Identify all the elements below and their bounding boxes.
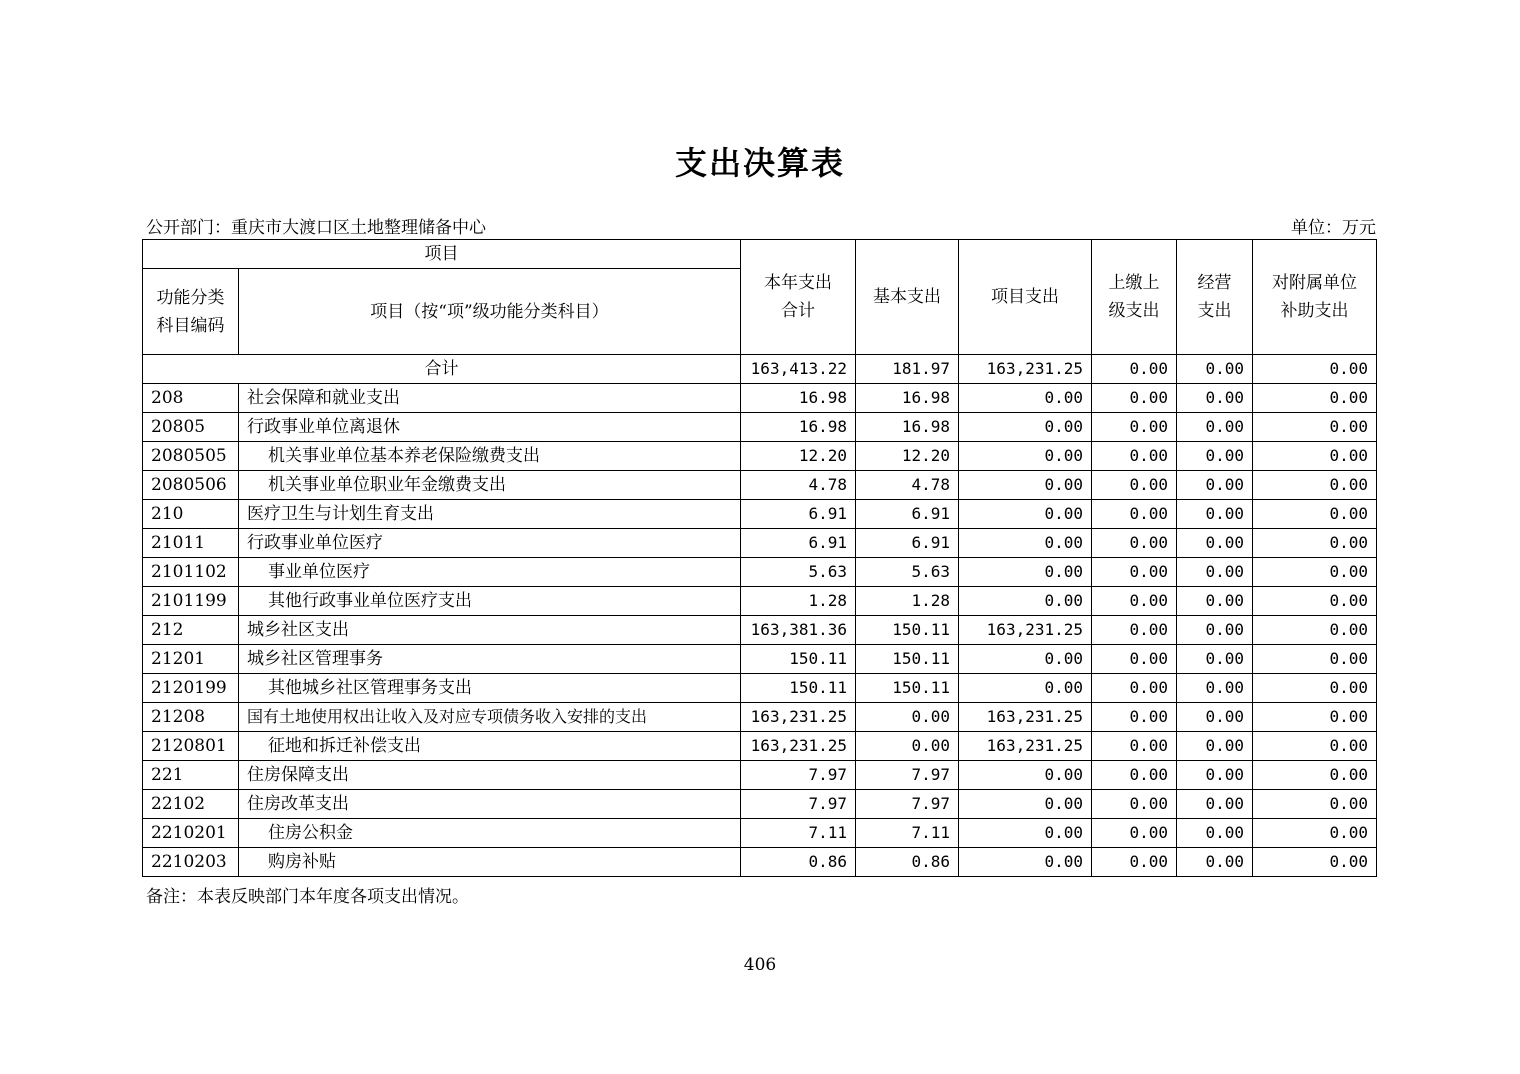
row-subsidy: 0.00 (1253, 848, 1377, 877)
row-subsidy: 0.00 (1253, 645, 1377, 674)
row-name: 社会保障和就业支出 (239, 384, 741, 413)
row-total: 163,231.25 (741, 732, 856, 761)
row-code: 2080505 (143, 442, 239, 471)
table-row (143, 558, 1377, 587)
row-business: 0.00 (1177, 674, 1253, 703)
table-row (143, 471, 1377, 500)
row-project: 0.00 (959, 790, 1092, 819)
row-basic: 16.98 (856, 384, 959, 413)
row-subsidy: 0.00 (1253, 703, 1377, 732)
header-basic: 基本支出 (856, 240, 959, 355)
row-basic: 6.91 (856, 529, 959, 558)
row-basic: 0.00 (856, 732, 959, 761)
unit-label: 单位：万元 (1291, 218, 1376, 238)
row-business: 0.00 (1177, 529, 1253, 558)
row-code: 2120199 (143, 674, 239, 703)
row-code: 208 (143, 384, 239, 413)
row-basic: 0.00 (856, 703, 959, 732)
row-basic: 16.98 (856, 413, 959, 442)
table-note: 备注：本表反映部门本年度各项支出情况。 (146, 887, 469, 907)
row-project: 0.00 (959, 384, 1092, 413)
row-upper: 0.00 (1092, 558, 1177, 587)
row-total: 12.20 (741, 442, 856, 471)
header-code (143, 269, 239, 355)
row-total: 7.11 (741, 819, 856, 848)
row-name: 住房公积金 (239, 819, 741, 848)
row-total: 4.78 (741, 471, 856, 500)
row-subsidy: 0.00 (1253, 413, 1377, 442)
row-project: 0.00 (959, 442, 1092, 471)
header-item-group: 项目 (143, 240, 741, 269)
row-project: 0.00 (959, 674, 1092, 703)
row-upper: 0.00 (1092, 529, 1177, 558)
row-project: 0.00 (959, 413, 1092, 442)
table-row (143, 413, 1377, 442)
table-row (143, 384, 1377, 413)
header-subsidy (1253, 240, 1377, 355)
row-project: 0.00 (959, 645, 1092, 674)
row-total: 150.11 (741, 645, 856, 674)
row-name: 其他城乡社区管理事务支出 (239, 674, 741, 703)
row-name: 机关事业单位基本养老保险缴费支出 (239, 442, 741, 471)
row-code: 2210201 (143, 819, 239, 848)
row-total: 16.98 (741, 384, 856, 413)
row-upper: 0.00 (1092, 471, 1177, 500)
header-code-line2: 科目编码 (156, 315, 225, 336)
row-code: 2210203 (143, 848, 239, 877)
row-name: 行政事业单位离退休 (239, 413, 741, 442)
row-total: 6.91 (741, 500, 856, 529)
header-subsidy-line2: 补助支出 (1280, 301, 1349, 321)
row-project: 0.00 (959, 587, 1092, 616)
row-project: 0.00 (959, 529, 1092, 558)
table-row (143, 790, 1377, 819)
row-project: 163,231.25 (959, 732, 1092, 761)
table-row (143, 616, 1377, 645)
row-total: 7.97 (741, 761, 856, 790)
row-project: 0.00 (959, 761, 1092, 790)
row-upper: 0.00 (1092, 616, 1177, 645)
row-upper: 0.00 (1092, 587, 1177, 616)
row-basic: 0.86 (856, 848, 959, 877)
row-subsidy: 0.00 (1253, 732, 1377, 761)
row-basic: 150.11 (856, 616, 959, 645)
row-basic: 1.28 (856, 587, 959, 616)
row-code: 21201 (143, 645, 239, 674)
row-subsidy: 0.00 (1253, 587, 1377, 616)
row-subsidy: 0.00 (1253, 616, 1377, 645)
row-total: 7.97 (741, 790, 856, 819)
row-basic: 150.11 (856, 674, 959, 703)
row-upper: 0.00 (1092, 732, 1177, 761)
total-basic: 181.97 (856, 355, 959, 384)
row-basic: 12.20 (856, 442, 959, 471)
row-total: 150.11 (741, 674, 856, 703)
row-project: 0.00 (959, 558, 1092, 587)
header-upper-line1: 上缴上 (1108, 273, 1160, 293)
row-business: 0.00 (1177, 500, 1253, 529)
header-total-line2: 合计 (781, 301, 815, 321)
row-upper: 0.00 (1092, 761, 1177, 790)
row-business: 0.00 (1177, 848, 1253, 877)
row-name: 其他行政事业单位医疗支出 (239, 587, 741, 616)
row-subsidy: 0.00 (1253, 819, 1377, 848)
row-business: 0.00 (1177, 384, 1253, 413)
row-code: 2120801 (143, 732, 239, 761)
table-row (143, 442, 1377, 471)
row-name: 征地和拆迁补偿支出 (239, 732, 741, 761)
header-name: 项目（按“项”级功能分类科目） (239, 269, 741, 355)
row-upper: 0.00 (1092, 413, 1177, 442)
row-name: 医疗卫生与计划生育支出 (239, 500, 741, 529)
row-project: 0.00 (959, 471, 1092, 500)
header-upper-line2: 级支出 (1108, 301, 1160, 321)
row-subsidy: 0.00 (1253, 674, 1377, 703)
row-code: 21208 (143, 703, 239, 732)
table-row (143, 819, 1377, 848)
row-basic: 150.11 (856, 645, 959, 674)
row-name: 住房改革支出 (239, 790, 741, 819)
row-project: 163,231.25 (959, 703, 1092, 732)
row-upper: 0.00 (1092, 645, 1177, 674)
row-basic: 7.97 (856, 790, 959, 819)
row-business: 0.00 (1177, 761, 1253, 790)
row-project: 163,231.25 (959, 616, 1092, 645)
page-title: 支出决算表 (674, 144, 845, 182)
row-business: 0.00 (1177, 442, 1253, 471)
row-name: 国有土地使用权出让收入及对应专项债务收入安排的支出 (239, 703, 741, 732)
header-total (741, 240, 856, 355)
row-basic: 5.63 (856, 558, 959, 587)
total-subsidy: 0.00 (1253, 355, 1377, 384)
row-project: 0.00 (959, 819, 1092, 848)
row-name: 购房补贴 (239, 848, 741, 877)
row-business: 0.00 (1177, 645, 1253, 674)
total-business: 0.00 (1177, 355, 1253, 384)
row-total: 1.28 (741, 587, 856, 616)
row-name: 城乡社区管理事务 (239, 645, 741, 674)
row-business: 0.00 (1177, 558, 1253, 587)
row-upper: 0.00 (1092, 384, 1177, 413)
total-row (143, 355, 1377, 384)
row-business: 0.00 (1177, 790, 1253, 819)
row-upper: 0.00 (1092, 790, 1177, 819)
row-total: 163,231.25 (741, 703, 856, 732)
row-subsidy: 0.00 (1253, 384, 1377, 413)
row-code: 2101199 (143, 587, 239, 616)
row-business: 0.00 (1177, 819, 1253, 848)
row-total: 6.91 (741, 529, 856, 558)
row-upper: 0.00 (1092, 674, 1177, 703)
table-row (143, 703, 1377, 732)
row-upper: 0.00 (1092, 500, 1177, 529)
row-code: 21011 (143, 529, 239, 558)
row-business: 0.00 (1177, 587, 1253, 616)
table-row (143, 732, 1377, 761)
row-total: 163,381.36 (741, 616, 856, 645)
table-row (143, 761, 1377, 790)
header-code-line1: 功能分类 (156, 287, 225, 308)
table-row (143, 529, 1377, 558)
row-business: 0.00 (1177, 413, 1253, 442)
row-subsidy: 0.00 (1253, 471, 1377, 500)
row-project: 0.00 (959, 848, 1092, 877)
row-basic: 7.97 (856, 761, 959, 790)
header-upper (1092, 240, 1177, 355)
header-business-line2: 支出 (1197, 301, 1232, 321)
department-label: 公开部门：重庆市大渡口区土地整理储备中心 (146, 218, 486, 238)
total-project: 163,231.25 (959, 355, 1092, 384)
row-subsidy: 0.00 (1253, 442, 1377, 471)
row-subsidy: 0.00 (1253, 790, 1377, 819)
total-amount: 163,413.22 (741, 355, 856, 384)
row-name: 机关事业单位职业年金缴费支出 (239, 471, 741, 500)
row-basic: 6.91 (856, 500, 959, 529)
row-code: 20805 (143, 413, 239, 442)
row-business: 0.00 (1177, 471, 1253, 500)
header-project: 项目支出 (959, 240, 1092, 355)
row-code: 22102 (143, 790, 239, 819)
table-row (143, 674, 1377, 703)
row-subsidy: 0.00 (1253, 500, 1377, 529)
row-code: 2101102 (143, 558, 239, 587)
row-code: 2080506 (143, 471, 239, 500)
row-business: 0.00 (1177, 732, 1253, 761)
row-business: 0.00 (1177, 703, 1253, 732)
row-subsidy: 0.00 (1253, 761, 1377, 790)
row-project: 0.00 (959, 500, 1092, 529)
row-name: 城乡社区支出 (239, 616, 741, 645)
row-subsidy: 0.00 (1253, 558, 1377, 587)
table-row (143, 848, 1377, 877)
row-upper: 0.00 (1092, 819, 1177, 848)
row-code: 210 (143, 500, 239, 529)
header-row-1 (143, 240, 1377, 269)
row-name: 事业单位医疗 (239, 558, 741, 587)
row-basic: 7.11 (856, 819, 959, 848)
row-total: 16.98 (741, 413, 856, 442)
table-row (143, 587, 1377, 616)
header-subsidy-line1: 对附属单位 (1272, 273, 1357, 293)
header-business (1177, 240, 1253, 355)
row-name: 行政事业单位医疗 (239, 529, 741, 558)
row-basic: 4.78 (856, 471, 959, 500)
row-total: 0.86 (741, 848, 856, 877)
header-total-line1: 本年支出 (764, 273, 832, 293)
total-label: 合计 (143, 355, 741, 384)
row-upper: 0.00 (1092, 703, 1177, 732)
row-subsidy: 0.00 (1253, 529, 1377, 558)
row-total: 5.63 (741, 558, 856, 587)
row-code: 221 (143, 761, 239, 790)
table-row (143, 500, 1377, 529)
page-number: 406 (743, 955, 777, 975)
row-upper: 0.00 (1092, 442, 1177, 471)
row-business: 0.00 (1177, 616, 1253, 645)
row-name: 住房保障支出 (239, 761, 741, 790)
table-row (143, 645, 1377, 674)
expenditure-table (142, 239, 1377, 877)
row-upper: 0.00 (1092, 848, 1177, 877)
row-code: 212 (143, 616, 239, 645)
header-business-line1: 经营 (1197, 273, 1232, 293)
total-upper: 0.00 (1092, 355, 1177, 384)
